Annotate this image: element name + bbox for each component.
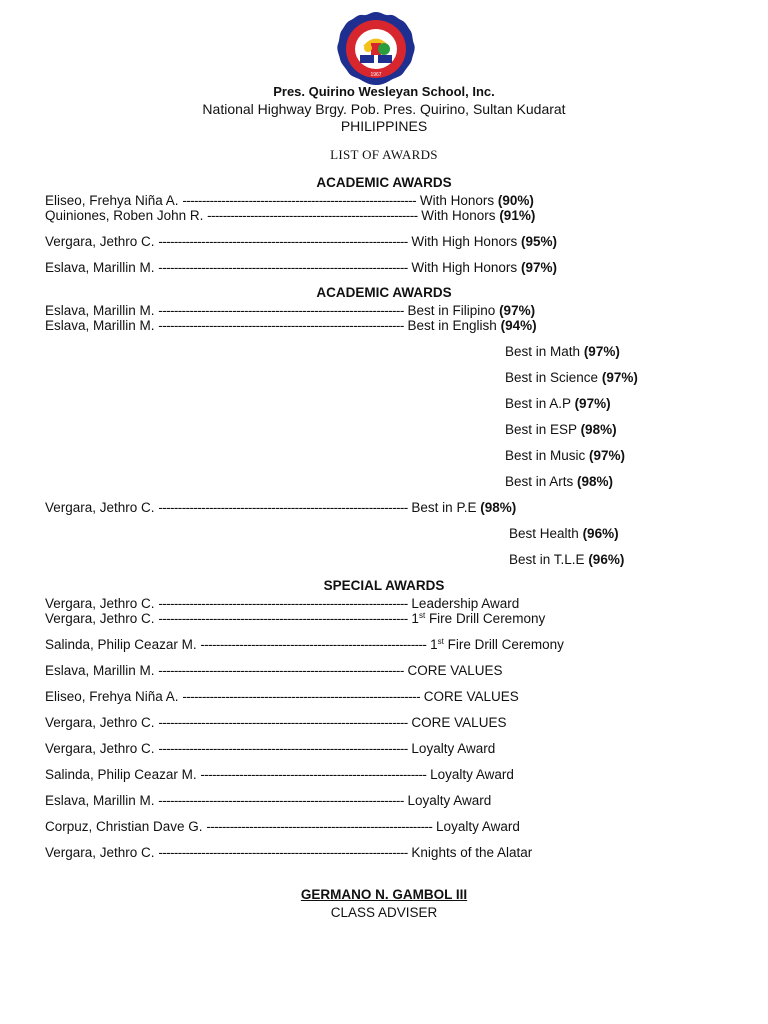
award-grade: (96%): [582, 526, 619, 541]
award-grade: (97%): [601, 370, 638, 385]
award-title: CORE VALUES: [407, 663, 503, 678]
award-title: Best Health: [509, 526, 579, 541]
school-address: National Highway Brgy. Pob. Pres. Quirino, Sultan Kudarat: [202, 101, 566, 117]
awardee-name: Vergara, Jethro C.: [45, 611, 155, 626]
award-title: Loyalty Award: [430, 767, 514, 782]
award-title: With Honors: [421, 208, 496, 223]
award-grade: (97%): [589, 448, 626, 463]
award-row: [505, 422, 617, 437]
awardee-name: Vergara, Jethro C.: [45, 715, 155, 730]
awardee-name: Quiniones, Roben John R.: [45, 208, 204, 223]
award-row: [45, 689, 519, 704]
leader-dashes: -------------------------------------------------------------: [182, 689, 420, 704]
award-row: [45, 260, 557, 275]
awardee-name: Eslava, Marillin M.: [45, 793, 155, 808]
award-row: [45, 819, 520, 834]
leader-dashes: ---------------------------------------------------------------: [158, 303, 404, 318]
svg-text:1967: 1967: [370, 72, 382, 78]
leader-dashes: ---------------------------------------------------------------: [158, 663, 404, 678]
school-country: PHILIPPINES: [340, 118, 428, 134]
leader-dashes: ----------------------------------------------------------------: [158, 234, 408, 249]
award-title: Best in T.L.E: [509, 552, 585, 567]
award-grade: (97%): [574, 396, 611, 411]
section-title-academic-awards: ACADEMIC AWARDS: [316, 175, 452, 190]
awardee-name: Vergara, Jethro C.: [45, 596, 155, 611]
awardee-name: Eslava, Marillin M.: [45, 318, 155, 333]
award-title: Best in ESP: [505, 422, 577, 437]
award-row: [45, 715, 506, 730]
leader-dashes: ----------------------------------------------------------------: [158, 260, 408, 275]
award-grade: (91%): [499, 208, 536, 223]
award-row: [45, 741, 495, 756]
leader-dashes: ----------------------------------------------------------------: [158, 500, 408, 515]
award-row: [505, 370, 638, 385]
section-title-special-awards: SPECIAL AWARDS: [323, 578, 445, 593]
list-title: LIST OF AWARDS: [330, 147, 438, 162]
award-grade: (90%): [497, 193, 534, 208]
award-row: [509, 552, 624, 567]
award-ordinal: 1: [411, 611, 419, 626]
award-grade: (96%): [588, 552, 625, 567]
award-row: [45, 793, 491, 808]
awardee-name: Eslava, Marillin M.: [45, 260, 155, 275]
award-row: [505, 396, 611, 411]
award-grade: (98%): [580, 422, 617, 437]
school-seal-logo: [328, 12, 424, 86]
award-grade: (98%): [577, 474, 614, 489]
award-title: Leadership Award: [411, 596, 520, 611]
award-row: [45, 596, 519, 611]
awardee-name: Eslava, Marillin M.: [45, 303, 155, 318]
award-title: Best in English: [407, 318, 497, 333]
school-name: Pres. Quirino Wesleyan School, Inc.: [273, 84, 495, 99]
awardee-name: Vergara, Jethro C.: [45, 500, 155, 515]
award-row: [505, 474, 613, 489]
award-grade: (98%): [480, 500, 517, 515]
award-title: Best in Filipino: [407, 303, 496, 318]
award-grade: (95%): [520, 234, 557, 249]
award-title: With High Honors: [411, 260, 518, 275]
award-title: With High Honors: [411, 234, 518, 249]
award-ordinal: 1: [430, 637, 438, 652]
award-row: [45, 611, 545, 626]
adviser-role: CLASS ADVISER: [330, 905, 438, 920]
award-grade: (97%): [499, 303, 536, 318]
awardee-name: Salinda, Philip Ceazar M.: [45, 767, 197, 782]
award-row: [45, 663, 503, 678]
awardee-name: Vergara, Jethro C.: [45, 234, 155, 249]
award-title: Loyalty Award: [436, 819, 520, 834]
leader-dashes: ---------------------------------------------------------------: [158, 793, 404, 808]
award-title: Loyalty Award: [411, 741, 496, 756]
award-title: CORE VALUES: [411, 715, 507, 730]
award-title: With Honors: [419, 193, 495, 208]
leader-dashes: ----------------------------------------------------------------: [158, 596, 408, 611]
award-ordinal-suffix: st: [437, 637, 444, 646]
award-row: [45, 500, 516, 515]
award-title: Best in A.P: [505, 396, 571, 411]
award-row: [509, 526, 619, 541]
award-row: [45, 767, 514, 782]
award-row: [45, 845, 532, 860]
award-title: Fire Drill Ceremony: [447, 637, 564, 652]
leader-dashes: ----------------------------------------------------------: [200, 637, 427, 652]
leader-dashes: ------------------------------------------------------------: [182, 193, 417, 208]
awardee-name: Vergara, Jethro C.: [45, 741, 155, 756]
awardee-name: Vergara, Jethro C.: [45, 845, 155, 860]
award-row: [45, 234, 557, 249]
awardee-name: Eslava, Marillin M.: [45, 663, 155, 678]
award-title: Best in Math: [505, 344, 581, 359]
award-title: Fire Drill Ceremony: [428, 611, 546, 626]
section-title-academic-awards-subjects: ACADEMIC AWARDS: [316, 285, 452, 300]
award-title: Best in Music: [505, 448, 586, 463]
leader-dashes: ----------------------------------------------------------------: [158, 611, 408, 626]
award-row: [505, 448, 625, 463]
awardee-name: Eliseo, Frehya Niña A.: [45, 689, 179, 704]
leader-dashes: ----------------------------------------------------------: [200, 767, 427, 782]
award-title: Best in Arts: [505, 474, 574, 489]
awardee-name: Salinda, Philip Ceazar M.: [45, 637, 197, 652]
award-row: [45, 193, 534, 208]
award-ordinal-suffix: st: [418, 611, 426, 620]
award-row: [45, 637, 564, 652]
award-row: [45, 303, 535, 318]
adviser-name: GERMANO N. GAMBOL III: [300, 887, 468, 902]
award-row: [505, 344, 620, 359]
leader-dashes: ----------------------------------------------------------: [206, 819, 433, 834]
leader-dashes: ----------------------------------------------------------------: [158, 715, 408, 730]
award-title: Best in P.E: [411, 500, 477, 515]
award-grade: (97%): [520, 260, 557, 275]
award-grade: (97%): [583, 344, 620, 359]
leader-dashes: ---------------------------------------------------------------: [158, 318, 404, 333]
award-title: CORE VALUES: [423, 689, 519, 704]
leader-dashes: ----------------------------------------------------------------: [158, 741, 408, 756]
awardee-name: Corpuz, Christian Dave G.: [45, 819, 203, 834]
award-row: [45, 318, 537, 333]
award-row: [45, 208, 535, 223]
award-title: Best in Science: [505, 370, 599, 385]
leader-dashes: ----------------------------------------------------------------: [158, 845, 408, 860]
award-grade: (94%): [500, 318, 537, 333]
award-title: Loyalty Award: [407, 793, 492, 808]
awardee-name: Eliseo, Frehya Niña A.: [45, 193, 179, 208]
award-title: Knights of the Alatar: [411, 845, 533, 860]
leader-dashes: ------------------------------------------------------: [207, 208, 418, 223]
